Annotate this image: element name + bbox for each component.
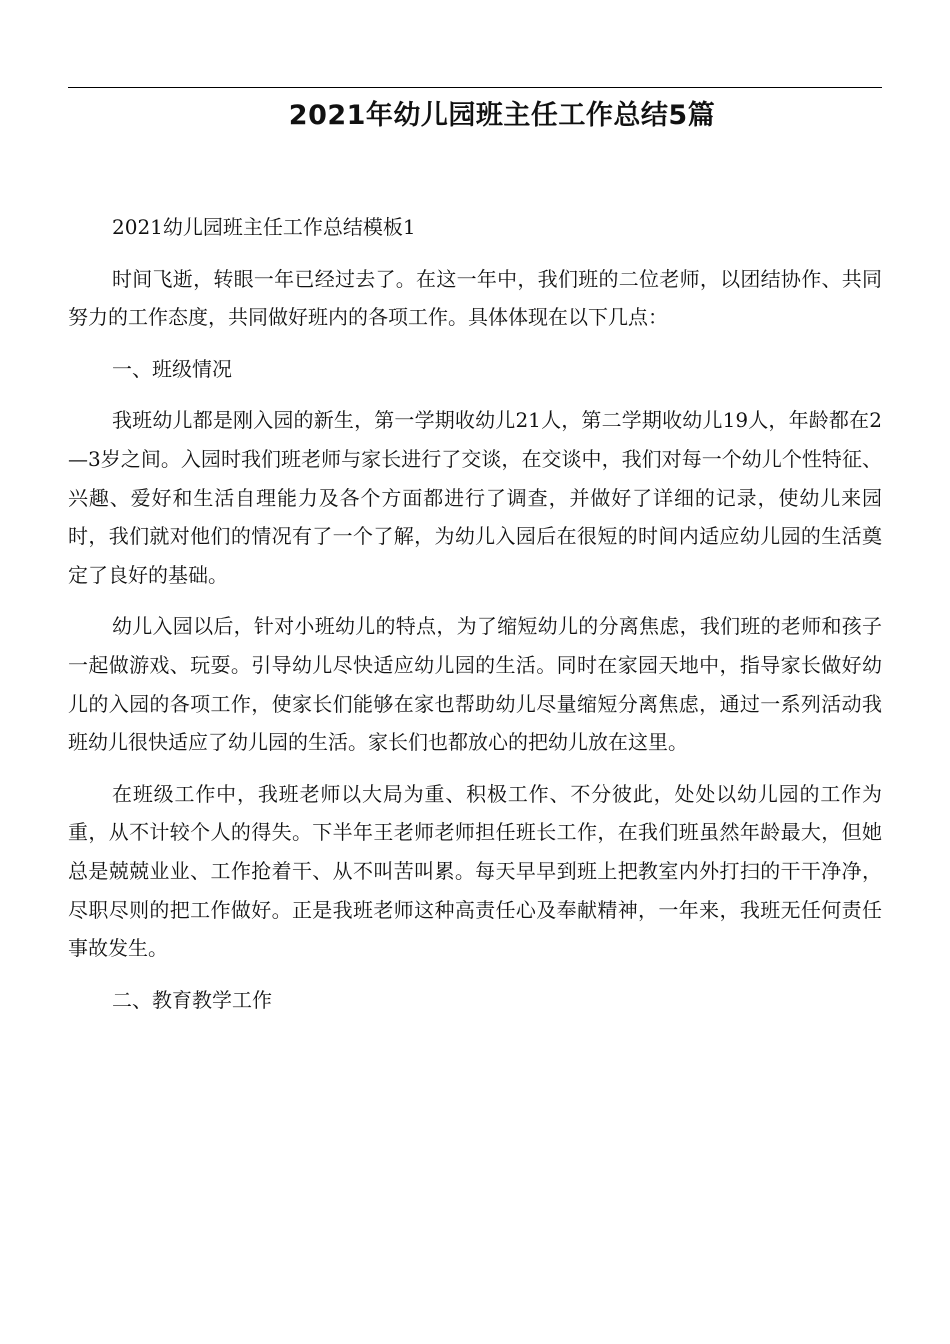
intro-paragraph: 时间飞逝，转眼一年已经过去了。在这一年中，我们班的二位老师，以团结协作、共同努力的工作态度，共同做好班内的各项工作。具体体现在以下几点：	[68, 266, 882, 330]
section-heading-class-situation: 一、班级情况	[112, 356, 232, 381]
body-paragraph: 我班幼儿都是刚入园的新生，第一学期收幼儿21人，第二学期收幼儿19人，年龄都在2—3岁之间。入园时我们班老师与家长进行了交谈，在交谈中，我们对每一个幼儿个性特征、兴趣、爱好和生活自理能力及各个方面都进行了调查，并做好了详细的记录，使幼儿来园时，我们就对他们的情况有了一个了解，为幼儿入园后在很短的时间内适应幼儿园的生活奠定了良好的基础。	[68, 408, 882, 587]
body-paragraph: 在班级工作中，我班老师以大局为重、积极工作、不分彼此，处处以幼儿园的工作为重，从不计较个人的得失。下半年王老师老师担任班长工作，在我们班虽然年龄最大，但她总是兢兢业业、工作抢着干、从不叫苦叫累。每天早早到班上把教室内外打扫的干干净净，尽职尽则的把工作做好。正是我班老师这种高责任心及奉献精神，一年来，我班无任何责任事故发生。	[68, 781, 882, 961]
body-paragraph: 幼儿入园以后，针对小班幼儿的特点，为了缩短幼儿的分离焦虑，我们班的老师和孩子一起做游戏、玩耍。引导幼儿尽快适应幼儿园的生活。同时在家园天地中，指导家长做好幼儿的入园的各项工作，使家长们能够在家也帮助幼儿尽量缩短分离焦虑，通过一系列活动我班幼儿很快适应了幼儿园的生活。家长们也都放心的把幼儿放在这里。	[68, 614, 882, 755]
header-rule	[68, 87, 882, 88]
section-heading-teaching-work: 二、教育教学工作	[112, 987, 272, 1012]
document-title: 2021年幼儿园班主任工作总结5篇	[288, 100, 716, 131]
subtitle-paragraph: 2021幼儿园班主任工作总结模板1	[112, 215, 416, 239]
document-body	[68, 208, 882, 1032]
